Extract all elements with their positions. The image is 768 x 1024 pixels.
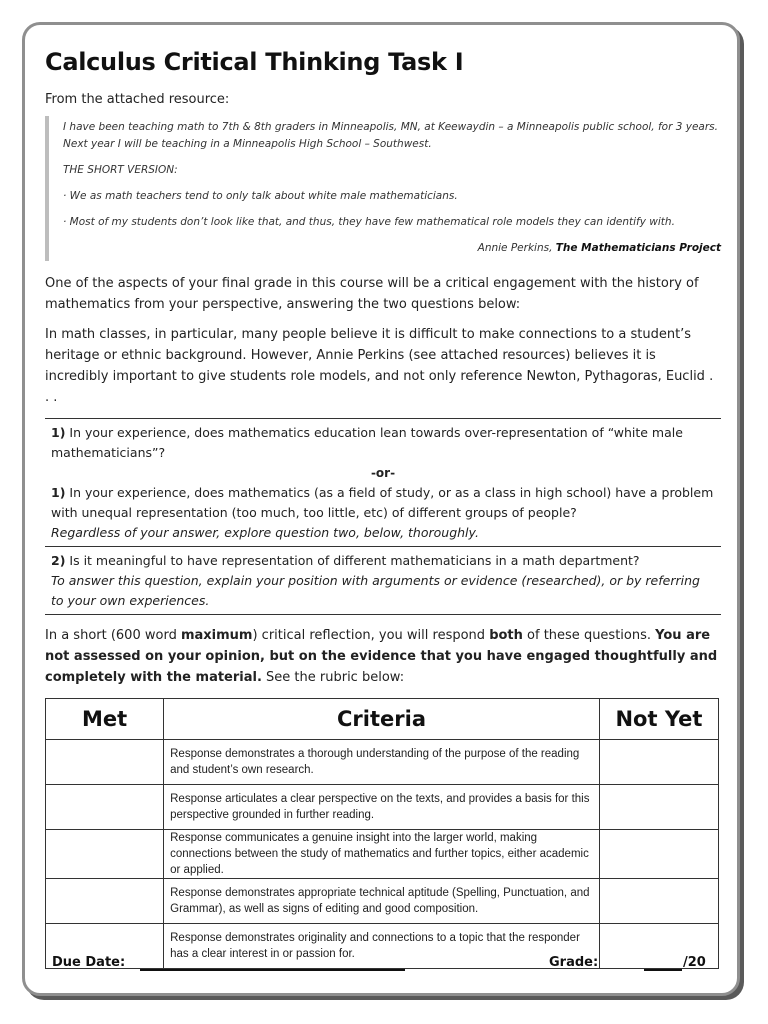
criteria-cell: Response demonstrates appropriate technical aptitude (Spelling, Punctuation, and Grammar), as well as signs of editing and good composition. [164, 879, 600, 924]
rubric-table [45, 698, 719, 969]
rubric-row [46, 924, 719, 969]
question-1b [51, 483, 715, 523]
met-cell[interactable] [46, 785, 164, 830]
rubric-row [46, 785, 719, 830]
quote-attribution [63, 240, 721, 257]
met-cell[interactable] [46, 830, 164, 879]
due-date-label: Due Date: [52, 955, 126, 970]
context-paragraph: In math classes, in particular, many people believe it is difficult to make connections to a student’s heritage or ethnic background. However, Annie Perkins (see attached resources) believes it is incredibly important to give students role models, and not only reference Newton, Pythagoras, Euclid . . . [45, 327, 714, 405]
instruction-text: of these questions. [522, 628, 656, 643]
rubric-row [46, 740, 719, 785]
rubric-header-row [46, 699, 719, 740]
rubric-row [46, 879, 719, 924]
intro-text: From the attached resource: [45, 92, 230, 107]
reflection-instructions [45, 625, 721, 688]
question-2 [51, 551, 715, 571]
grade-label: Grade: [549, 955, 599, 970]
or-separator: -or- [370, 466, 396, 480]
quote-author: Annie Perkins, [477, 242, 556, 254]
instruction-emphasis: maximum [180, 628, 253, 643]
criteria-cell: Response demonstrates originality and connections to a topic that the responder has a clear interest in or passion for. [164, 924, 600, 969]
question-number: 1) [51, 425, 66, 440]
question-1a [51, 423, 715, 463]
question-number: 1) [51, 485, 66, 500]
not-yet-cell[interactable] [599, 785, 718, 830]
rubric-row [46, 830, 719, 879]
page-title: Calculus Critical Thinking Task I [45, 48, 464, 76]
criteria-cell: Response demonstrates a thorough understanding of the purpose of the reading and student’s own research. [164, 740, 600, 785]
question-1-note: Regardless of your answer, explore question two, below, thoroughly. [51, 525, 479, 540]
question-2-note: To answer this question, explain your position with arguments or evidence (researched), or by referring to your own experiences. [51, 573, 700, 608]
header-not-yet: Not Yet [599, 699, 718, 740]
resource-quote [45, 116, 721, 261]
questions-box [45, 418, 721, 615]
question-number: 2) [51, 553, 66, 568]
criteria-cell: Response communicates a genuine insight into the larger world, making connections between the study of mathematics and further topics, either academic or applied. [164, 830, 600, 879]
quote-bullet: · Most of my students don’t look like that, and thus, they have few mathematical role models they can identify with. [63, 216, 675, 228]
question-text: In your experience, does mathematics (as a field of study, or as a class in high school) have a problem with unequal representation (too much, too little, etc) of different groups of people? [51, 485, 714, 520]
quote-bullet: · We as math teachers tend to only talk about white male mathematicians. [63, 190, 458, 202]
question-text: Is it meaningful to have representation of different mathematicians in a math department? [65, 553, 640, 568]
due-date-blank[interactable] [140, 969, 405, 971]
quote-heading: THE SHORT VERSION: [63, 164, 178, 176]
question-one-section [45, 419, 721, 546]
header-met: Met [46, 699, 164, 740]
quote-paragraph: I have been teaching math to 7th & 8th graders in Minneapolis, MN, at Keewaydin – a Minneapolis public school, for 3 years. Next year I will be teaching in a Minneapolis High School – Southwest. [63, 121, 718, 150]
instruction-text: See the rubric below: [261, 670, 405, 685]
instruction-emphasis: both [489, 628, 523, 643]
met-cell[interactable] [46, 879, 164, 924]
instruction-text: In a short (600 word [45, 628, 181, 643]
question-text: In your experience, does mathematics education lean towards over-representation of “white male mathematicians”? [51, 425, 683, 460]
criteria-cell: Response articulates a clear perspective on the texts, and provides a basis for this perspective grounded in further reading. [164, 785, 600, 830]
grade-total: /20 [683, 955, 706, 970]
quote-source: The Mathematicians Project [555, 242, 721, 254]
header-criteria: Criteria [164, 699, 600, 740]
instruction-text: ) critical reflection, you will respond [252, 628, 490, 643]
not-yet-cell[interactable] [599, 830, 718, 879]
grade-blank[interactable] [644, 969, 682, 971]
met-cell[interactable] [46, 740, 164, 785]
question-two-section [45, 546, 721, 614]
document-body [45, 48, 721, 969]
instruction-emphasis: You are not assessed on your opinion, but on the evidence that you have engaged thoughtfully and completely with the material. [45, 628, 718, 685]
not-yet-cell[interactable] [599, 879, 718, 924]
not-yet-cell[interactable] [599, 740, 718, 785]
grade-paragraph: One of the aspects of your final grade in this course will be a critical engagement with the history of mathematics from your perspective, answering the two questions below: [45, 276, 699, 312]
